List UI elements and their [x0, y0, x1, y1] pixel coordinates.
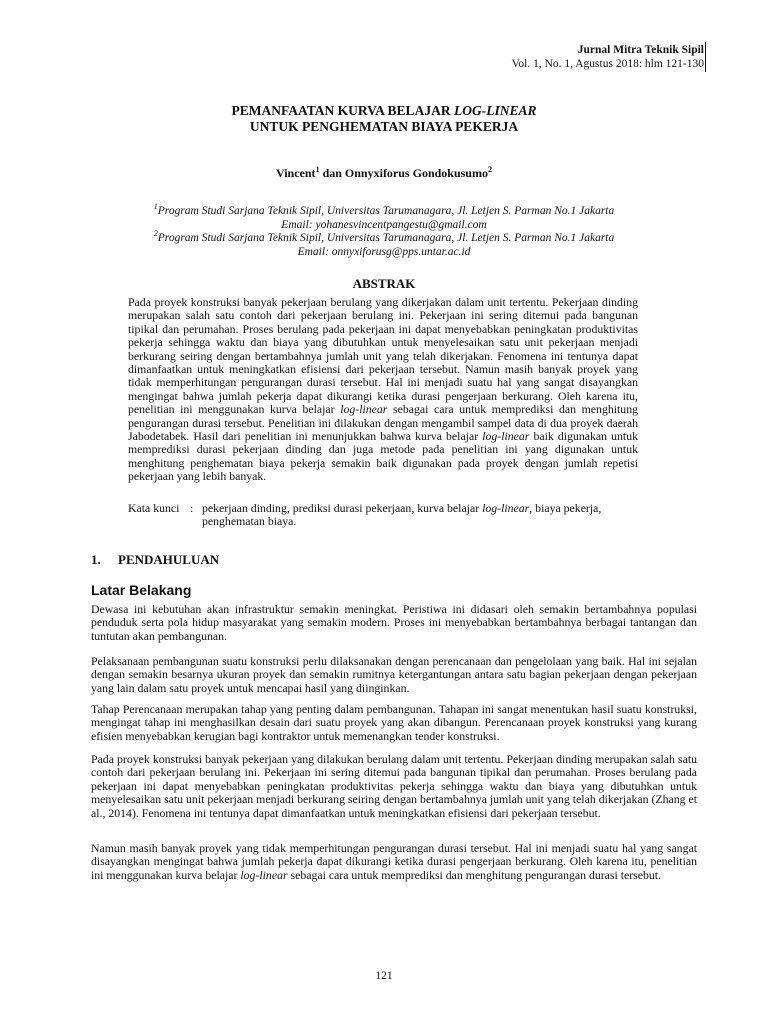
author-1: Vincent	[276, 166, 316, 180]
journal-header	[512, 43, 704, 71]
section-number: 1.	[91, 552, 101, 567]
section-heading	[91, 552, 219, 568]
journal-name: Jurnal Mitra Teknik Sipil	[577, 44, 704, 56]
paper-title	[0, 103, 768, 135]
keywords-label: Kata kunci	[128, 501, 180, 515]
subsection-heading: Latar Belakang	[91, 582, 192, 598]
body-paragraph-5: Namun masih banyak proyek yang tidak memperhitungan pengurangan durasi tersebut. Hal ini menjadi suatu hal yang sangat disayangkan mengingat bahwa jumlah pekerja dapat dikurangi ketika durasi pengerjaan berkurang. Oleh karena itu, penelitian ini menggunakan kurva belajar log-linear sebagai cara untuk memprediksi dan menghitung pengurangan durasi tersebut.	[91, 841, 697, 882]
journal-volume: Vol. 1, No. 1, Agustus 2018: hlm 121-130	[511, 58, 704, 70]
abstract-body: Pada proyek konstruksi banyak pekerjaan berulang yang dikerjakan dalam unit tertentu. Pekerjaan dinding merupakan salah satu contoh dari pekerjaan berulang ini. Pekerjaan ini sering ditemui pada bangunan tipikal dan perumahan. Proses berulang pada pekerjaan ini dapat menyebabkan peningkatan produktivitas pekerja sehingga waktu dan biaya yang dibutuhkan untuk menyelesaikan satu unit pekerjaan menjadi berkurang seiring dengan bertambahnya jumlah unit yang telah dikerjakan. Fenomena ini tentunya dapat dimanfaatkan untuk meningkatkan efisiensi dari pekerjaan tersebut. Namun masih banyak proyek yang tidak memperhitungan pengurangan durasi tersebut. Hal ini menjadi suatu hal yang sangat disayangkan mengingat bahwa jumlah pekerja dapat dikurangi ketika durasi pengerjaan berkurang. Oleh karena itu, penelitian ini menggunakan kurva belajar log-linear sebagai cara untuk memprediksi dan menghitung pengurangan durasi tersebut. Penelitian ini dilakukan dengan mengambil sampel data di dua proyek daerah Jabodetabek. Hasil dari penelitian ini menunjukkan bahwa kurva belajar log-linear baik digunakan untuk memprediksi durasi pekerjaan dinding dan juga metode pada penelitian ini yang digunakan untuk menghitung penghematan biaya pekerja semakin baik digunakan pada proyek dengan jumlah repetisi pekerjaan yang lebih banyak.	[128, 295, 638, 484]
affiliation-1: $^1$Program Studi Sarjana Teknik Sipil, Universitas Tarumanagara, Jl. Letjen S. Parman No.1 Jakarta	[153, 202, 615, 217]
body-paragraph-3: Tahap Perencanaan merupakan tahap yang penting dalam pembangunan. Tahapan ini sangat menentukan hasil suatu konstruksi, mengingat tahap ini menghasilkan desain dari suatu proyek yang akan dibangun. Perencanaan proyek konstruksi yang kurang efisien menyebabkan kerugian bagi kontraktor untuk memenangkan tender konstruksi.	[91, 702, 697, 743]
abstract-heading: ABSTRAK	[352, 276, 416, 291]
keywords	[128, 502, 648, 529]
author-conj: dan	[319, 166, 345, 180]
affiliation-2: $^2$Program Studi Sarjana Teknik Sipil, Universitas Tarumanagara, Jl. Letjen S. Parman No.1 Jakarta	[153, 229, 615, 244]
affiliation-2-email: Email: onnyxiforusg@pps.untar.ac.id	[297, 245, 471, 258]
body-paragraph-4: Pada proyek konstruksi banyak pekerjaan yang dilakukan berulang dalam unit tertentu. Pekerjaan dinding merupakan salah satu contoh dari pekerjaan berulang ini. Pekerjaan ini sering ditemui pada bangunan tipikal dan perumahan. Proses berulang pada pekerjaan ini dapat menyebabkan peningkatan produktivitas pekerja sehingga waktu dan biaya yang dibutuhkan untuk menyelesaikan satu unit pekerjaan menjadi berkurang seiring dengan bertambahnya jumlah unit yang telah dikerjakan (Zhang et al., 2014). Fenomena ini tentunya dapat dimanfaatkan untuk meningkatkan efisiensi dari pekerjaan tersebut.	[91, 752, 697, 820]
author-list	[0, 166, 768, 181]
title-line1-italic: LOG-LINEAR	[453, 103, 537, 118]
body-paragraph-1: Dewasa ini kebutuhan akan infrastruktur semakin meningkat. Peristiwa ini didasari oleh semakin bertambahnya populasi penduduk serta pola hidup masyarakat yang semakin modern. Proses ini menyebabkan bertambahnya berbagai tantangan dan tuntutan akan pembangunan.	[91, 602, 697, 643]
author-2-sup: 2	[487, 165, 492, 174]
body-paragraph-2: Pelaksanaan pembangunan suatu konstruksi perlu dilaksanakan dengan perencanaan dan pengelolaan yang baik. Hal ini sejalan dengan semakin besarnya ukuran proyek dan semakin rumitnya ketergantungan antara satu bagian pekerjaan dengan pekerjaan yang lain dalam satu proyek untuk mencapai hasil yang diinginkan.	[91, 654, 697, 695]
title-line1: PEMANFAATAN KURVA BELAJAR	[231, 103, 454, 118]
title-line2: UNTUK PENGHEMATAN BIAYA PEKERJA	[249, 119, 519, 134]
author-2: Onnyxiforus Gondokusumo	[344, 166, 488, 180]
header-vertical-rule	[705, 42, 706, 72]
section-title: PENDAHULUAN	[118, 552, 220, 567]
author-1-sup: 1	[315, 165, 320, 174]
affiliations	[0, 202, 768, 259]
affiliation-1-email: Email: yohanesvincentpangestu@gmail.com	[281, 218, 487, 231]
page-number: 121	[375, 970, 393, 982]
keywords-text: pekerjaan dinding, prediksi durasi pekerjaan, kurva belajar log-linear, biaya pekerja, penghematan biaya.	[202, 501, 602, 529]
keywords-colon: :	[190, 501, 194, 515]
